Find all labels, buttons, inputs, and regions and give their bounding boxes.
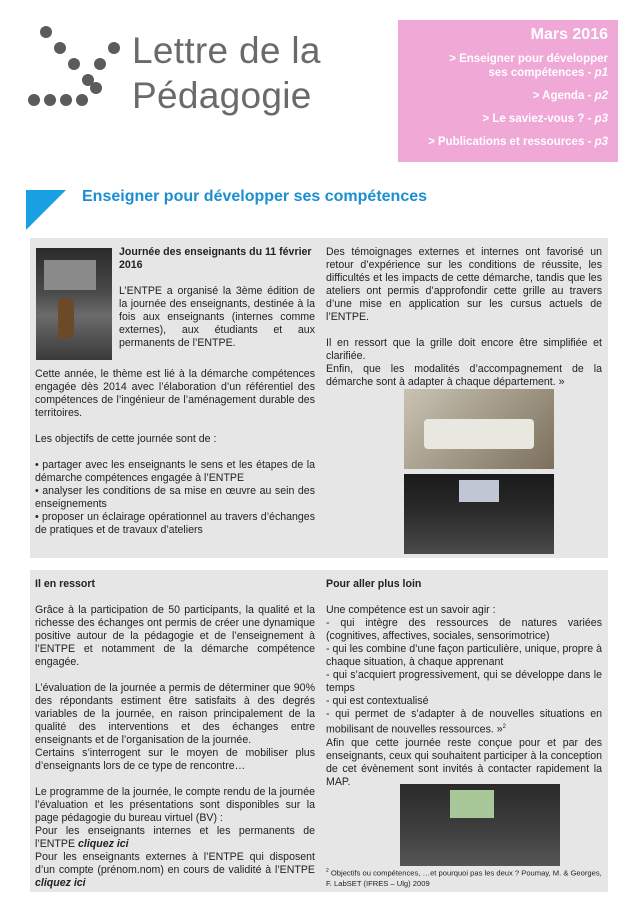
further-para: Afin que cette journée reste conçue pour et par des enseignants, ceux qui souhaitent participer à la conception de cet évènement sont invités à contacter rapidement la MAP. [326,736,602,788]
results-para1: Grâce à la participation de 50 participants, la qualité et la richesse des échanges ont permis de créer une dynamique positive autour de la pédagogie et de l’enseignement à l’ENTPE et notamment de la démarche compétence engagée. [35,604,315,668]
results-para2: L’évaluation de la journée a permis de déterminer que 90% des répondants estiment être satisfaits à des degrés variables de la journée, en raison principalement de la qualité des interventions et des échanges entre enseignants et de l’organisation de la journée. [35,682,315,746]
logo-dot [94,58,106,70]
further-line5: - qui est contextualisé [326,695,429,707]
newsletter-title-line1: Lettre de la [132,30,321,71]
logo-dot [40,26,52,38]
toc-item-label: > Agenda - [532,90,595,102]
newsletter-title-line2: Pédagogie [132,75,312,116]
external-link[interactable]: cliquez ici [35,877,86,889]
further-line2: - qui intègre des ressources de natures variées (cognitives, affectives, sociales, sensorimotrice) [326,617,602,642]
toc-item-label: > Le saviez-vous ? - [482,113,595,125]
event-heading [119,246,315,272]
further-block [326,578,602,789]
footnote-number: 2 [326,868,329,874]
results-para4: Le programme de la journée, le compte rendu de la journée l’évaluation et les présentations sont disponibles sur la page pédagogie du bureau virtuel (BV) : [35,786,315,824]
toc-page: p2 [594,90,608,102]
logo-dot [76,94,88,106]
conference-photo [400,784,560,866]
event-intro: L’ENTPE a organisé la 3ème édition de la journée des enseignants, destinée à la fois aux enseignants (internes comme externes), aux étudiants et aux permanents de l’ENTPE. [119,285,315,349]
issue-date: Mars 2016 [530,26,608,43]
logo-dot [54,42,66,54]
further-line6 [326,708,602,737]
event-bullet3: • proposer un éclairage opérationnel au travers d’échanges de pratiques et de travaux d’ateliers [35,511,315,536]
testimonials-para2: Il en ressort que la grille doit encore être simplifiée et clarifiée. [326,337,602,362]
footnote-ref: 2 [502,724,506,730]
toc-page: p3 [594,136,608,148]
results-para6-text: Pour les enseignants externes à l’ENTPE qui disposent d’un compte (prénom.nom) en cours de validité à l’ENTPE [35,851,315,876]
auditorium-photo [404,474,554,554]
further-line4: - qui s’acquiert progressivement, qui se développe dans le temps [326,669,602,694]
toc-item-label: > Enseigner pour développer [449,53,608,65]
testimonials-block [326,246,602,389]
event-heading-block [119,246,315,350]
footnote [326,866,604,889]
workshop-photo [404,389,554,469]
table-of-contents [398,20,618,162]
footnote-text: Objectifs ou compétences, …et pourquoi pas les deux ? Poumay, M. & Georges, F. LabSET (IFRES – Ulg) 2009 [326,868,602,888]
testimonials-para1: Des témoignages externes et internes ont favorisé un retour d’expérience sur les conditions de réussite, les difficultés et les impacts de cette démarche, tandis que les ateliers ont permis d’approfondir cette grille au travers d’une mise en application sur les cursus actuels de l’ENTPE. [326,246,602,323]
toc-item-label: ses compétences - [488,67,595,79]
toc-page: p3 [594,113,608,125]
logo-dot [108,42,120,54]
results-para3: Certains s’interrogent sur le moyen de mobiliser plus d’enseignants lors de ce type de rencontre… [35,747,315,772]
section-triangle-icon [26,190,66,230]
toc-page: p1 [594,67,608,79]
results-block [35,578,315,890]
testimonials-para3: Enfin, que les modalités d’accompagnement de la démarche sont à adapter à chaque département. » [326,363,602,388]
event-heading-line1: Journée des enseignants du 11 février [119,246,312,258]
further-line3: - qui les combine d’une façon particulière, unique, propre à chaque situation, à chaque apprenant [326,643,602,668]
logo-dot [90,82,102,94]
results-para6 [35,851,315,890]
event-para1: Cette année, le thème est lié à la démarche compétences engagée dès 2014 avec l’élaboration d’un référentiel des compétences de l’ingénieur de l’aménagement durable des territoires. [35,368,315,419]
further-heading: Pour aller plus loin [326,578,422,590]
event-bullet1: • partager avec les enseignants le sens et les étapes de la démarche compétences engagée à l’ENTPE [35,459,315,484]
logo-dot [44,94,56,106]
section-title: Enseigner pour développer ses compétences [82,188,428,205]
event-heading-line2: 2016 [119,259,143,271]
further-line6-text: - qui permet de s’adapter à de nouvelles situations en mobilisant de nouvelles ressources. » [326,708,602,736]
toc-item-publications[interactable] [408,135,608,149]
logo-dot [68,58,80,70]
results-para5-text: Pour les enseignants internes et les permanents de l’ENTPE [35,825,315,850]
internal-link[interactable]: cliquez ici [77,838,129,850]
speaker-photo [36,248,112,360]
results-heading: Il en ressort [35,578,96,590]
toc-item-le-saviez-vous[interactable] [408,112,608,126]
toc-item-competences[interactable] [408,52,608,80]
toc-item-label: > Publications et ressources - [428,136,595,148]
newsletter-title [132,28,321,118]
event-bullet2: • analyser les conditions de sa mise en œuvre au sein des enseignements [35,485,315,510]
logo [24,22,134,112]
logo-dot [60,94,72,106]
toc-item-agenda[interactable] [408,89,608,103]
event-para2: Les objectifs de cette journée sont de : [35,433,217,445]
logo-dot [28,94,40,106]
further-line1: Une compétence est un savoir agir : [326,604,496,616]
event-body [35,368,315,537]
results-para5 [35,825,315,851]
